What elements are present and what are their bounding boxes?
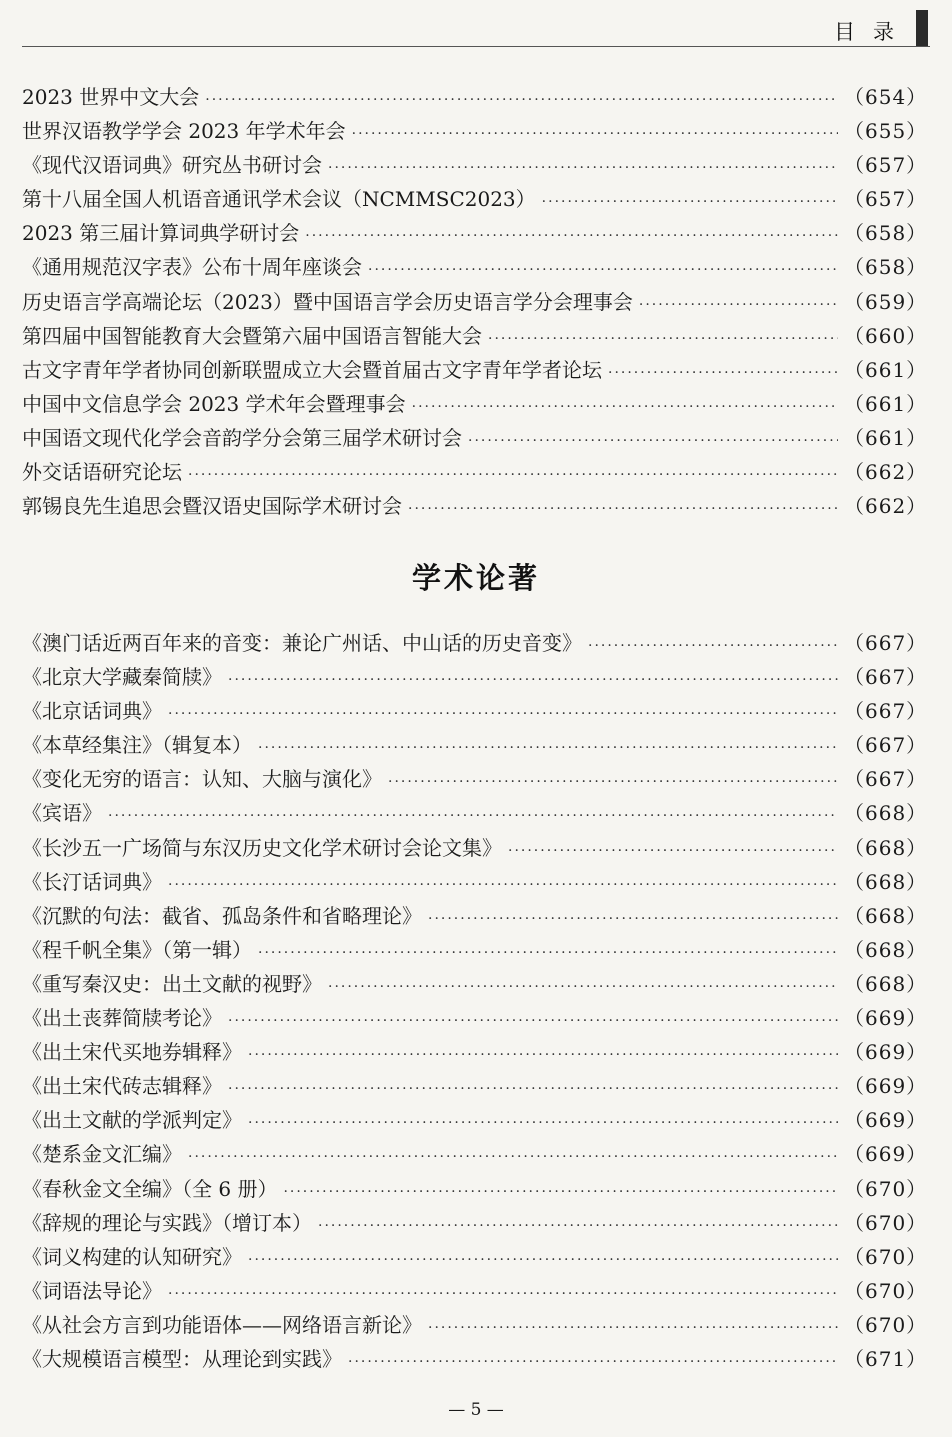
toc-entry-page: （659） — [844, 289, 928, 314]
toc-leader-dots — [248, 1243, 838, 1277]
toc-entry — [22, 1240, 928, 1274]
toc-entry-page: （670） — [844, 1312, 928, 1337]
toc-entry-title: 古文字青年学者协同创新联盟成立大会暨首届古文字青年学者论坛 — [22, 357, 602, 382]
toc-leader-dots — [428, 902, 838, 936]
toc-entry-page: （669） — [844, 1142, 928, 1167]
toc-entry-page: （667） — [844, 631, 928, 655]
toc-leader-dots — [468, 424, 838, 458]
toc-entry-title: 外交话语研究论坛 — [22, 460, 182, 485]
toc-leader-dots — [388, 765, 838, 799]
toc-entry-title: 《大规模语言模型：从理论到实践》 — [22, 1346, 342, 1371]
toc-entry-title: 郭锡良先生追思会暨汉语史国际学术研讨会 — [22, 494, 402, 519]
toc-entry — [22, 899, 928, 933]
toc-entry-page: （670） — [844, 1278, 928, 1303]
toc-entry-title: 《词语法导论》 — [22, 1278, 162, 1303]
toc-leader-dots — [368, 253, 838, 287]
toc-entry-title: 《变化无穷的语言：认知、大脑与演化》 — [22, 767, 382, 792]
toc-leader-dots — [108, 799, 838, 833]
toc-entry-title: 《沉默的句法：截省、孤岛条件和省略理论》 — [22, 903, 422, 928]
toc-entry-title: 《程千帆全集》（第一辑） — [22, 937, 252, 962]
toc-leader-dots — [352, 117, 838, 151]
toc-entry — [22, 1001, 928, 1035]
toc-leader-dots — [348, 1345, 838, 1379]
toc-entry-title: 《本草经集注》（辑复本） — [22, 733, 252, 758]
toc-leader-dots — [508, 834, 838, 868]
toc-entry-page: （670） — [844, 1210, 928, 1235]
toc-entry-page: （668） — [844, 937, 928, 962]
toc-leader-dots — [318, 1209, 838, 1243]
toc-entry-title: 中国中文信息学会 2023 学术年会暨理事会 — [22, 391, 406, 416]
toc-leader-dots — [188, 458, 838, 492]
toc-entry — [22, 933, 928, 967]
toc-entry — [22, 319, 928, 353]
toc-entry-title: 《通用规范汉字表》公布十周年座谈会 — [22, 255, 362, 280]
toc-entry — [22, 831, 928, 865]
toc-entry-page: （671） — [844, 1346, 928, 1371]
toc-entry — [22, 1035, 928, 1069]
toc-entry-title: 《重写秦汉史：出土文献的视野》 — [22, 971, 322, 996]
toc-entry — [22, 1069, 928, 1103]
section-heading: 学术论著 — [411, 561, 540, 595]
toc-entry-title: 《春秋金文全编》（全 6 册） — [22, 1176, 278, 1201]
toc-entry-page: （662） — [844, 460, 928, 485]
toc-entry-page: （655） — [844, 119, 928, 144]
toc-list-conferences — [22, 80, 928, 523]
toc-entry-page: （657） — [844, 153, 928, 178]
page-number: — 5 — — [448, 1400, 504, 1420]
toc-entry — [22, 455, 928, 489]
toc-leader-dots — [248, 1038, 838, 1072]
toc-entry — [22, 1137, 928, 1171]
toc-entry-title: 《北京话词典》 — [22, 699, 162, 724]
toc-entry-page: （654） — [844, 85, 928, 109]
toc-entry-page: （667） — [844, 699, 928, 724]
header-title: 目录 — [834, 20, 912, 44]
toc-entry — [22, 796, 928, 830]
header-bar — [916, 10, 928, 46]
toc-entry-page: （669） — [844, 1108, 928, 1133]
toc-entry — [22, 626, 928, 660]
toc-entry — [22, 353, 928, 387]
toc-entry — [22, 728, 928, 762]
toc-leader-dots — [588, 629, 838, 663]
toc-entry-page: （667） — [844, 733, 928, 758]
toc-entry — [22, 1172, 928, 1206]
toc-entry — [22, 387, 928, 421]
toc-entry-title: 2023 第三届计算词典学研讨会 — [22, 221, 300, 246]
toc-leader-dots — [428, 1311, 838, 1345]
toc-entry-title: 第十八届全国人机语音通讯学术会议（NCMMSC2023） — [22, 187, 536, 212]
toc-entry-title: 《出土宋代砖志辑释》 — [22, 1074, 222, 1099]
toc-entry-title: 《长汀话词典》 — [22, 869, 162, 894]
toc-entry — [22, 148, 928, 182]
toc-entry-page: （661） — [844, 425, 928, 450]
toc-entry-page: （667） — [844, 767, 928, 792]
toc-entry-page: （657） — [844, 187, 928, 212]
toc-entry-page: （667） — [844, 665, 928, 690]
toc-leader-dots — [328, 151, 838, 185]
toc-entry-title: 《宾语》 — [22, 801, 102, 826]
toc-leader-dots — [188, 1140, 838, 1174]
toc-leader-dots — [305, 219, 838, 253]
toc-entry-title: 世界汉语教学学会 2023 年学术年会 — [22, 119, 346, 144]
header-rule — [22, 46, 930, 47]
toc-entry-page: （669） — [844, 1006, 928, 1031]
toc-leader-dots — [412, 390, 838, 424]
toc-leader-dots — [258, 936, 838, 970]
toc-leader-dots — [258, 731, 838, 765]
toc-entry-title: 2023 世界中文大会 — [22, 85, 200, 109]
toc-entry-title: 历史语言学高端论坛（2023）暨中国语言学会历史语言学分会理事会 — [22, 289, 633, 314]
toc-entry — [22, 285, 928, 319]
toc-entry-title: 第四届中国智能教育大会暨第六届中国语言智能大会 — [22, 323, 482, 348]
toc-entry-title: 《辞规的理论与实践》（增订本） — [22, 1210, 312, 1235]
toc-entry-title: 《词义构建的认知研究》 — [22, 1244, 242, 1269]
toc-entry-page: （661） — [844, 357, 928, 382]
toc-entry — [22, 182, 928, 216]
toc-entry — [22, 80, 928, 114]
toc-entry — [22, 421, 928, 455]
toc-entry — [22, 1274, 928, 1308]
toc-leader-dots — [228, 1072, 838, 1106]
toc-entry-page: （662） — [844, 494, 928, 519]
toc-entry-title: 《长沙五一广场简与东汉历史文化学术研讨会论文集》 — [22, 835, 502, 860]
toc-entry — [22, 1103, 928, 1137]
toc-entry-page: （661） — [844, 391, 928, 416]
toc-entry-page: （668） — [844, 869, 928, 894]
toc-entry-page: （670） — [844, 1176, 928, 1201]
toc-entry — [22, 250, 928, 284]
toc-entry — [22, 967, 928, 1001]
toc-entry — [22, 694, 928, 728]
toc-entry-page: （670） — [844, 1244, 928, 1269]
toc-entry — [22, 216, 928, 250]
toc-entry — [22, 865, 928, 899]
toc-entry-title: 《出土宋代买地券辑释》 — [22, 1040, 242, 1065]
toc-entry-title: 《北京大学藏秦简牍》 — [22, 665, 222, 690]
toc-entry — [22, 1206, 928, 1240]
toc-entry — [22, 660, 928, 694]
toc-entry-title: 《出土丧葬简牍考论》 — [22, 1006, 222, 1031]
toc-entry-page: （668） — [844, 801, 928, 826]
toc-entry-title: 《现代汉语词典》研究丛书研讨会 — [22, 153, 322, 178]
toc-entry-title: 《出土文献的学派判定》 — [22, 1108, 242, 1133]
toc-entry-page: （658） — [844, 255, 928, 280]
toc-entry — [22, 114, 928, 148]
toc-entry-page: （658） — [844, 221, 928, 246]
toc-leader-dots — [488, 322, 838, 356]
toc-entry-page: （668） — [844, 835, 928, 860]
toc-leader-dots — [639, 288, 838, 322]
toc-leader-dots — [408, 492, 838, 526]
toc-entry-title: 《从社会方言到功能语体——网络语言新论》 — [22, 1312, 422, 1337]
toc-leader-dots — [542, 185, 838, 219]
toc-entry-page: （669） — [844, 1074, 928, 1099]
toc-leader-dots — [168, 1277, 838, 1311]
toc-entry — [22, 1342, 928, 1376]
toc-leader-dots — [168, 868, 838, 902]
toc-entry-title: 《楚系金文汇编》 — [22, 1142, 182, 1167]
toc-leader-dots — [283, 1175, 838, 1209]
toc-entry-title: 《澳门话近两百年来的音变：兼论广州话、中山话的历史音变》 — [22, 631, 582, 655]
toc-entry — [22, 489, 928, 523]
toc-leader-dots — [328, 970, 838, 1004]
toc-entry-page: （660） — [844, 323, 928, 348]
toc-leader-dots — [205, 83, 838, 117]
toc-leader-dots — [168, 697, 838, 731]
toc-list-publications — [22, 626, 928, 1376]
toc-leader-dots — [608, 356, 838, 390]
toc-entry-page: （668） — [844, 903, 928, 928]
toc-entry-title: 中国语文现代化学会音韵学分会第三届学术研讨会 — [22, 425, 462, 450]
page-header — [0, 0, 952, 48]
toc-entry — [22, 1308, 928, 1342]
toc-entry-page: （668） — [844, 971, 928, 996]
toc-leader-dots — [248, 1106, 838, 1140]
toc-leader-dots — [228, 663, 838, 697]
toc-entry-page: （669） — [844, 1040, 928, 1065]
toc-entry — [22, 762, 928, 796]
toc-leader-dots — [228, 1004, 838, 1038]
